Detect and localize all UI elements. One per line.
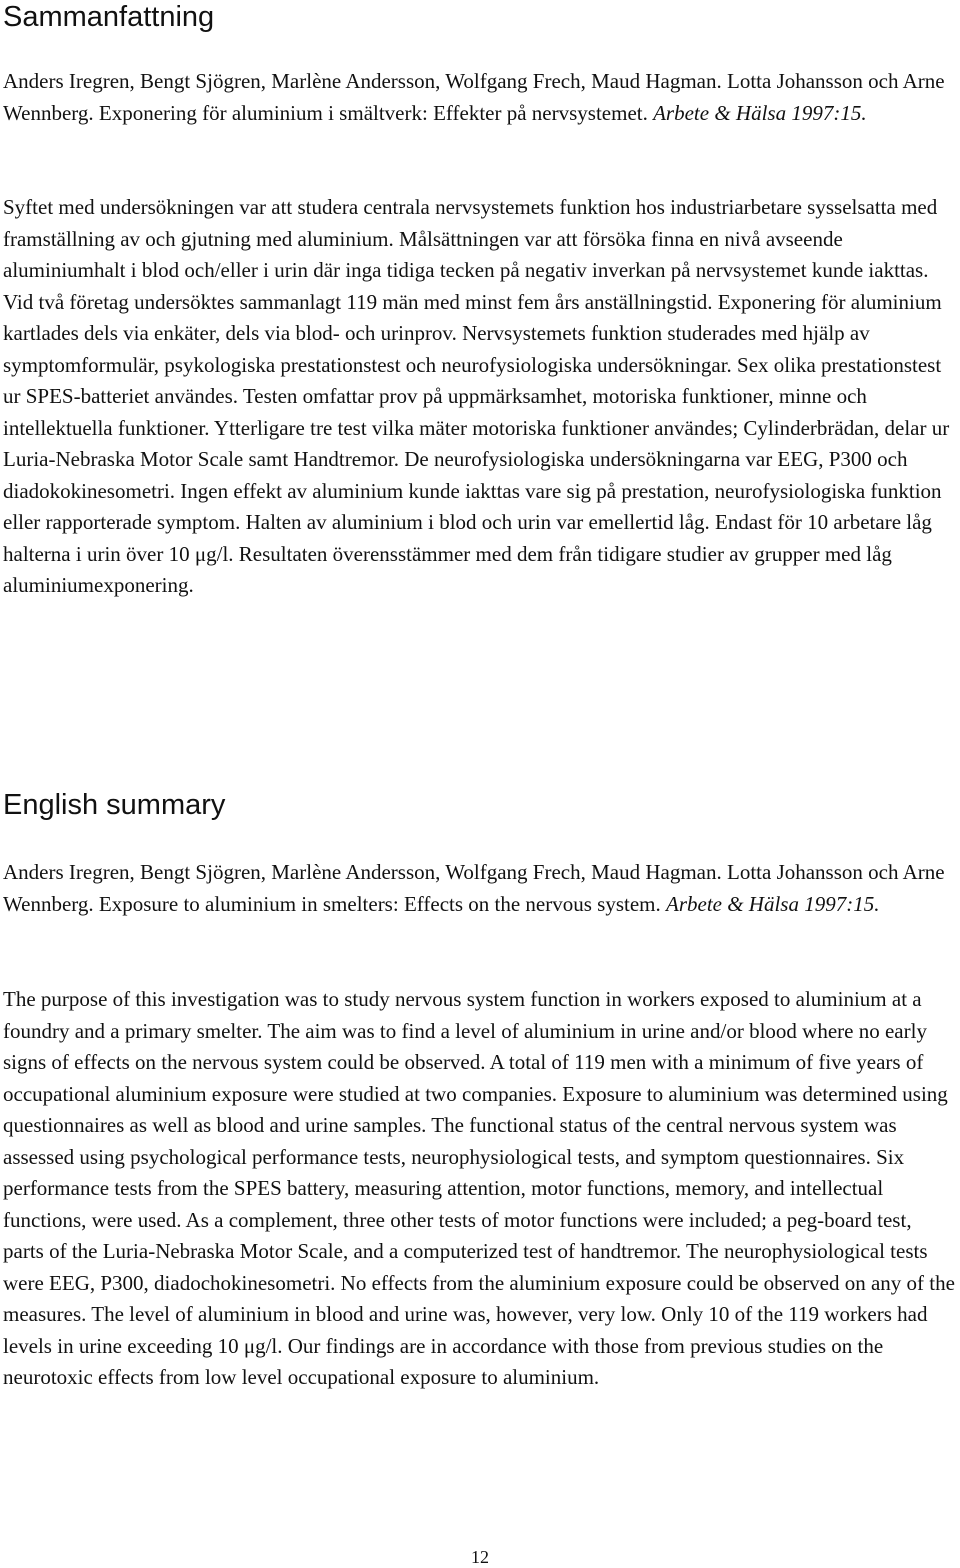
- english-summary-body: The purpose of this investigation was to study nervous system function in workers exposed to aluminium at a foundry and a primary smelter. The aim was to find a level of aluminium in urine and/or blood where no early signs of effects on the nervous system could be observed. A total of 119 men with a minimum of five years of occupational aluminium exposure were studied at two companies. Exposure to aluminium was determined using questionnaires as well as blood and urine samples. The functional status of the central nervous system was assessed using psychological performance tests, neurophysiological tests, and symptom questionnaires. Six performance tests from the SPES battery, measuring attention, motor functions, memory, and intellectual functions, were used. As a complement, three other tests of motor functions were included; a peg-board test, parts of the Luria-Nebraska Motor Scale, and a computerized test of handtremor. The neurophysiological tests were EEG, P300, diadochokinesometri. No effects from the aluminium exposure could be observed on any of the measures. The level of aluminium in blood and urine was, however, very low. Only 10 of the 119 workers had levels in urine exceeding 10 μg/l. Our findings are in accordance with those from previous studies on the neurotoxic effects from low level occupational exposure to aluminium.: [3, 987, 955, 1389]
- swedish-citation: [3, 66, 955, 129]
- swedish-journal-reference: Arbete & Hälsa 1997:15.: [653, 100, 867, 125]
- swedish-citation-text: Anders Iregren, Bengt Sjögren, Marlène Andersson, Wolfgang Frech, Maud Hagman. Lotta Johansson och Arne Wennberg. Exponering för aluminium i smältverk: Effekter på nervsystemet.: [3, 69, 945, 125]
- english-citation: [3, 857, 955, 920]
- english-journal-reference: Arbete & Hälsa 1997:15.: [666, 891, 880, 916]
- english-summary-heading: English summary: [3, 789, 226, 821]
- swedish-summary-heading: Sammanfattning: [3, 1, 215, 33]
- english-citation-text: Anders Iregren, Bengt Sjögren, Marlène Andersson, Wolfgang Frech, Maud Hagman. Lotta Johansson och Arne Wennberg. Exposure to aluminium in smelters: Effects on the nervous system.: [3, 860, 945, 916]
- swedish-summary-body: Syftet med undersökningen var att studera centrala nervsystemets funktion hos industriarbetare sysselsatta med framställning av och gjutning med aluminium. Målsättningen var att försöka finna en nivå avseende aluminiumhalt i blod och/eller i urin där inga tidiga tecken på negativ inverkan på nervsystemet kunde iakttas. Vid två företag undersöktes sammanlagt 119 män med minst fem års anställningstid. Exponering för aluminium kartlades dels via enkäter, dels via blod- och urinprov. Nervsystemets funktion studerades med hjälp av symptomformulär, psykologiska prestationstest och neurofysiologiska undersökningar. Sex olika prestationstest ur SPES-batteriet användes. Testen omfattar prov på uppmärksamhet, motoriska funktioner, minne och intellektuella funktioner. Ytterligare tre test vilka mäter motoriska funktioner användes; Cylinderbrädan, delar ur Luria-Nebraska Motor Scale samt Handtremor. De neurofysiologiska undersökningarna var EEG, P300 och diadokokinesometri. Ingen effekt av aluminium kunde iakttas vare sig på prestation, neurofysiologiska funktion eller rapporterade symptom. Halten av aluminium i blod och urin var emellertid låg. Endast för 10 arbetare låg halterna i urin över 10 μg/l. Resultaten överensstämmer med dem från tidigare studier av grupper med låg aluminiumexponering.: [3, 195, 950, 597]
- page-number: 12: [471, 1547, 489, 1567]
